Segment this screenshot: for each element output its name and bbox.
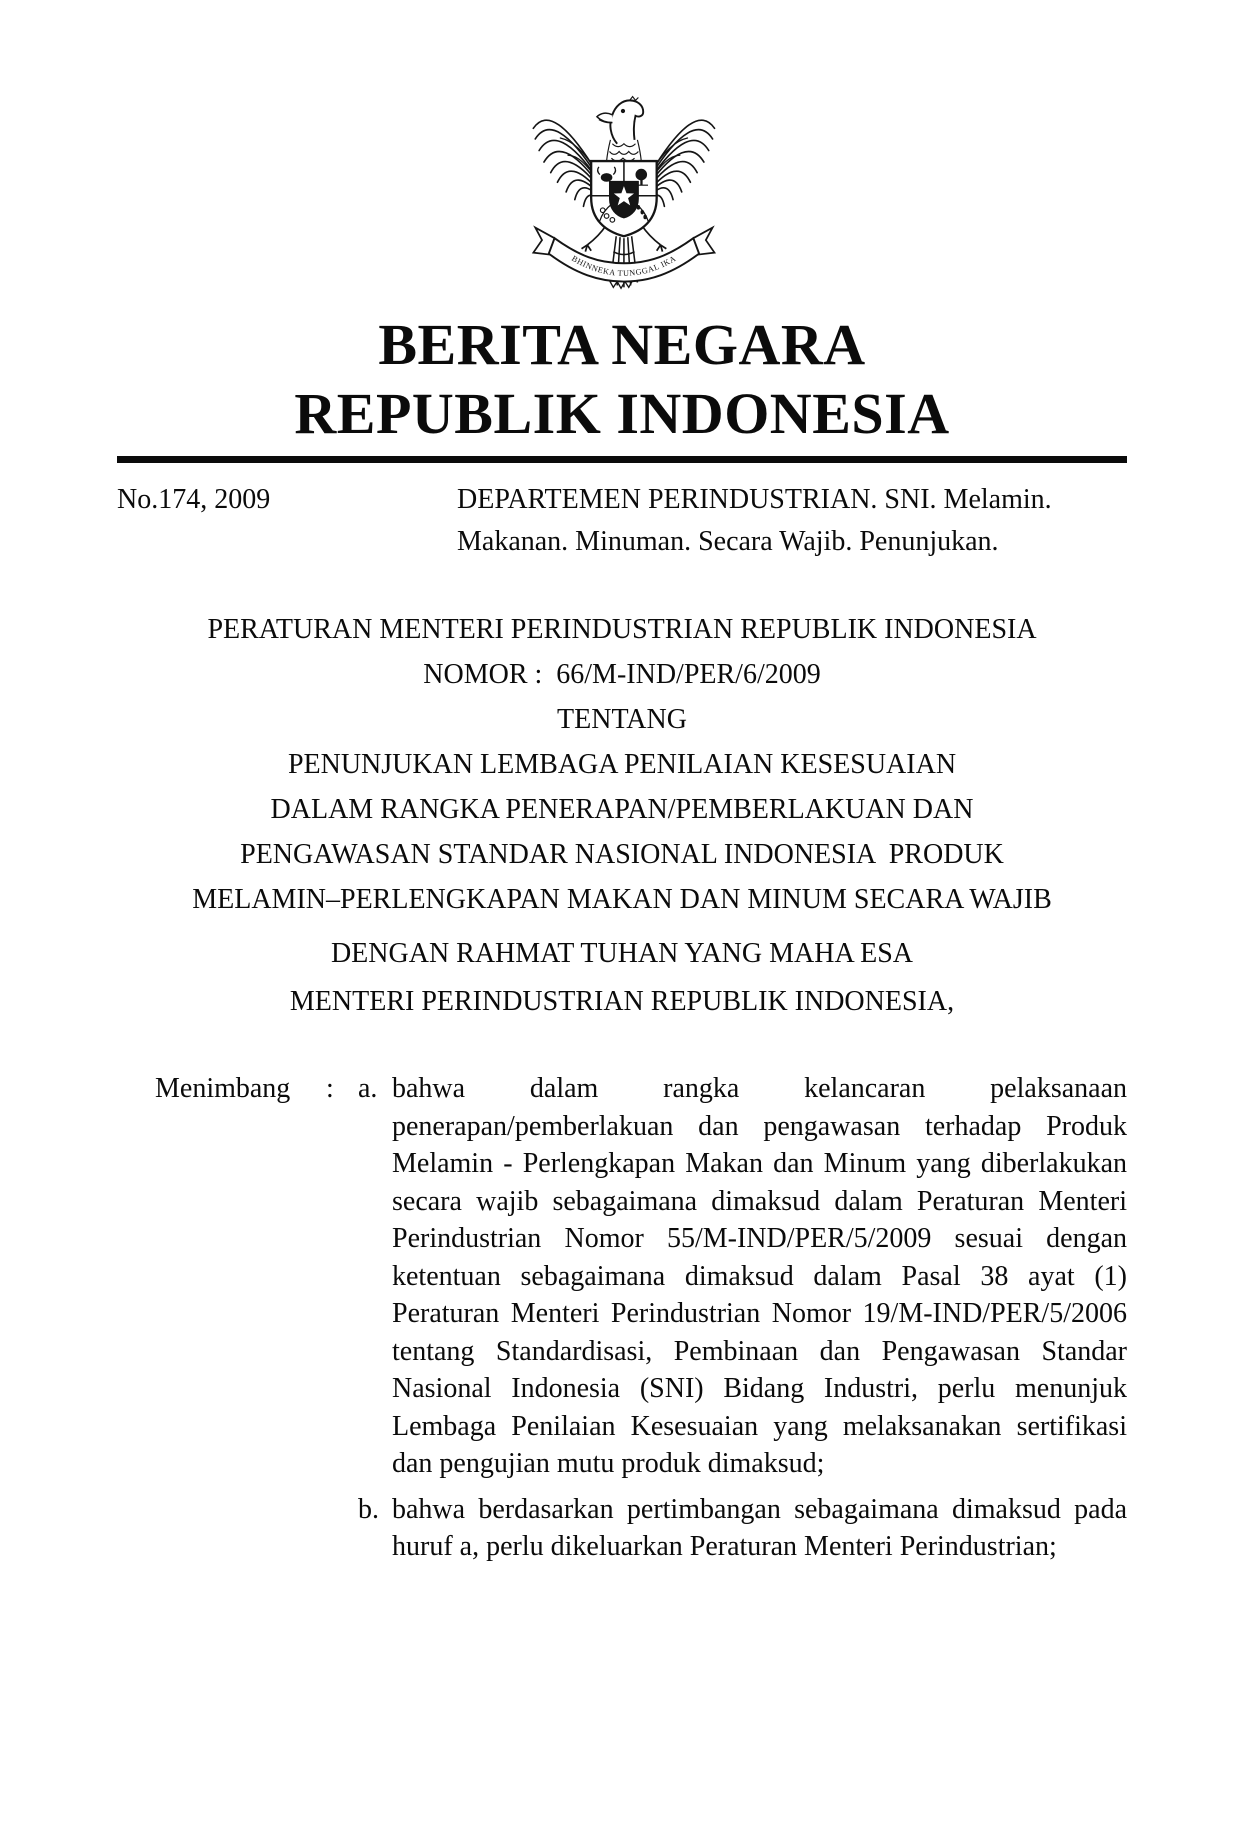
garuda-pancasila-emblem [524,84,720,296]
gazette-subject: DEPARTEMEN PERINDUSTRIAN. SNI. Melamin. Makanan. Minuman. Secara Wajib. Penunjukan. [457,484,1052,557]
regulation-subject-line: PENUNJUKAN LEMBAGA PENILAIAN KESESUAIAN [287,749,957,780]
regulation-subject-line: DALAM RANGKA PENERAPAN/PEMBERLAKUAN DAN [270,794,974,825]
regulation-tentang-line: TENTANG [557,704,687,735]
garuda-shield [591,161,657,236]
masthead-title-line1: BERITA NEGARA [378,312,866,377]
considering-label: Menimbang [155,1073,291,1104]
masthead-rule [117,456,1127,463]
considering-item-text: bahwa dalam rangka kelancaran pelaksanaan penerapan/pemberlakuan dan pengawasan terhadap Produk Melamin - Perlengkapan Makan dan Minum yang diberlakukan secara wajib sebagaimana dimaksud dalam Peraturan Menteri Perindustrian Nomor 55/M-IND/PER/5/2009 sesuai dengan ketentuan sebagaimana dimaksud dalam Pasal 38 ayat (1) Peraturan Menteri Perindustrian Nomor 19/M-IND/PER/5/2006 tentang Standardisasi, Pembinaan dan Pengawasan Standar Nasional Indonesia (SNI) Bidang Industri, perlu menunjuk Lembaga Penilaian Kesesuaian yang melaksanakan sertifikasi dan pengujian mutu produk dimaksud; [392,1073,1127,1479]
masthead-title-line2: REPUBLIK INDONESIA [294,381,950,446]
regulation-number-line: NOMOR : 66/M-IND/PER/6/2009 [423,659,821,690]
regulation-title [117,607,1127,922]
considering-item-b [358,1491,1127,1566]
regulation-title-line: PERATURAN MENTERI PERINDUSTRIAN REPUBLIK INDONESIA [207,614,1037,645]
considering-item-marker: a. [358,1073,378,1104]
preamble-official-title: MENTERI PERINDUSTRIAN REPUBLIK INDONESIA, [289,986,955,1017]
gazette-number: No.174, 2009 [117,484,271,515]
masthead-title [117,310,1127,448]
gazette-meta-row [117,479,1127,563]
garuda-pancasila-svg [524,84,720,296]
preamble-invocation: DENGAN RAHMAT TUHAN YANG MAHA ESA [330,938,914,969]
considering-item-text: bahwa berdasarkan pertimbangan sebagaimana dimaksud pada huruf a, perlu dikeluarkan Peraturan Menteri Perindustrian; [392,1493,1127,1562]
considering-section [155,1070,1127,1566]
preamble [117,930,1127,1026]
regulation-subject-line: MELAMIN–PERLENGKAPAN MAKAN DAN MINUM SECARA WAJIB [192,884,1052,915]
regulation-subject-line: PENGAWASAN STANDAR NASIONAL INDONESIA PRODUK [240,839,1004,870]
emblem-motto-text: BHINNEKA TUNGGAL IKA [570,253,678,278]
considering-item-marker: b. [358,1493,379,1525]
garuda-head [597,97,643,162]
considering-items [358,1070,1127,1566]
considering-item-a [358,1070,1127,1483]
gazette-page [0,84,1240,1566]
considering-separator: : [326,1073,334,1104]
